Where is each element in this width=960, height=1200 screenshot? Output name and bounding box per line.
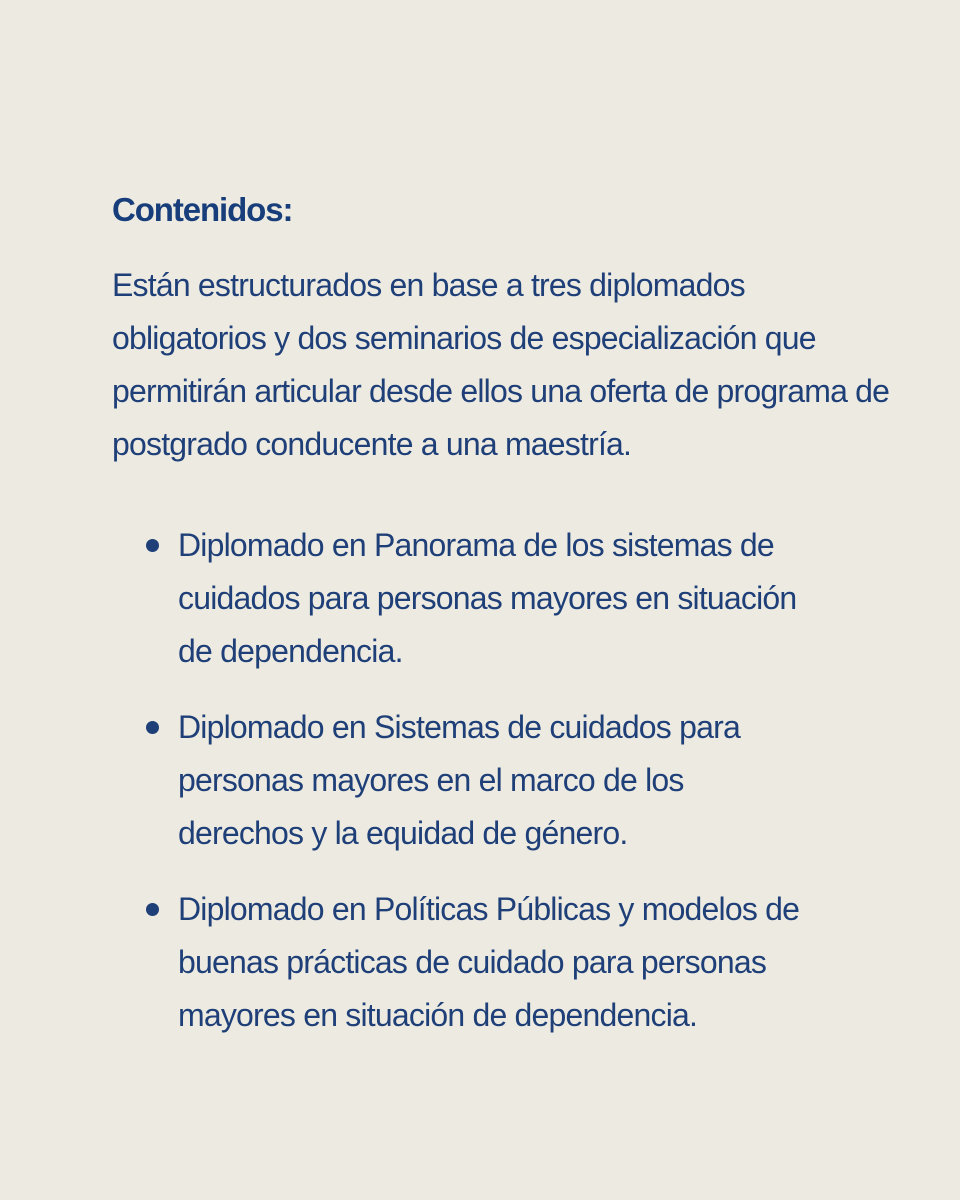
bullet-icon (146, 721, 159, 734)
list-item (112, 701, 812, 860)
list-item (112, 883, 812, 1042)
bullet-icon (146, 539, 159, 552)
list-item-text: Diplomado en Panorama de los sistemas de cuidados para personas mayores en situación de dependencia. (178, 527, 797, 669)
section-title: Contenidos: (112, 191, 293, 228)
intro-paragraph: Están estructurados en base a tres diplomados obligatorios y dos seminarios de especialización que permitirán articular desde ellos una oferta de programa de postgrado conducente a una maestría. (112, 267, 890, 462)
list-item (112, 519, 812, 678)
bullet-icon (146, 903, 159, 916)
diploma-list (112, 519, 812, 1042)
list-item-text: Diplomado en Políticas Públicas y modelos de buenas prácticas de cuidado para personas mayores en situación de dependencia. (178, 891, 800, 1033)
list-item-text: Diplomado en Sistemas de cuidados para personas mayores en el marco de los derechos y la equidad de género. (178, 709, 740, 851)
